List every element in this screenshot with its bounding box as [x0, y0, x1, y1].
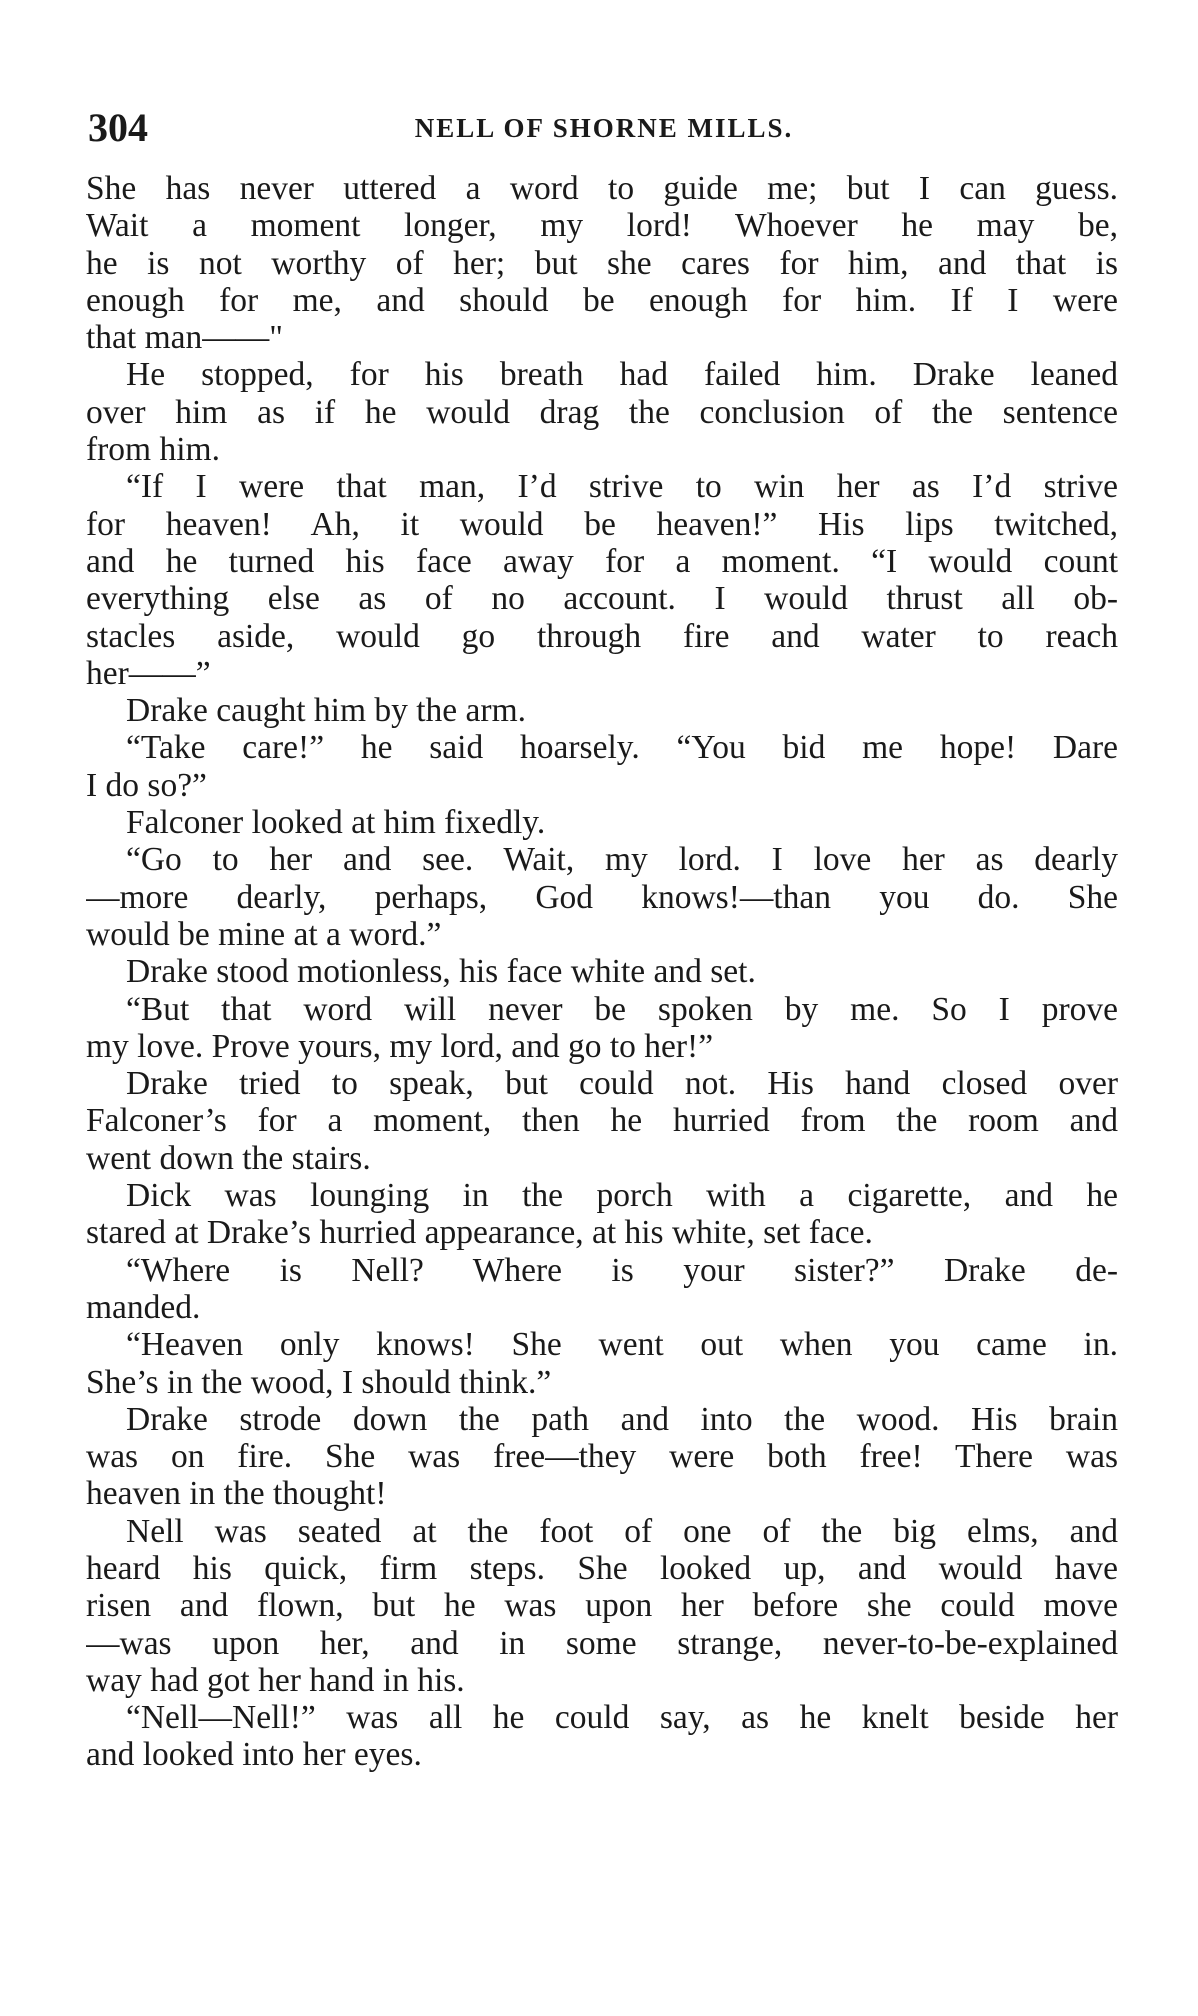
text-line: “Heaven only knows! She went out when you came in. [126, 1326, 1118, 1364]
text-line: everything else as of no account. I would thrust all ob- [86, 580, 1118, 618]
text-line: Nell was seated at the foot of one of the big elms, and [126, 1512, 1118, 1550]
text-line: “If I were that man, I’d strive to win her as I’d strive [126, 468, 1118, 506]
text-line: went down the stairs. [86, 1139, 371, 1177]
text-line: heaven in the thought! [86, 1475, 387, 1513]
text-line: was on fire. She was free—they were both free! There was [86, 1438, 1118, 1476]
text-line: Drake tried to speak, but could not. His hand closed over [126, 1065, 1118, 1103]
text-line: and he turned his face away for a moment. “I would count [86, 542, 1118, 580]
text-line: stacles aside, would go through fire and water to reach [86, 617, 1118, 655]
text-line: for heaven! Ah, it would be heaven!” His lips twitched, [86, 505, 1118, 543]
running-title: NELL OF SHORNE MILLS. [414, 113, 794, 143]
text-line: She has never uttered a word to guide me; but I can guess. [86, 170, 1118, 207]
text-line: her——” [86, 654, 211, 692]
text-line: Falconer’s for a moment, then he hurried from the room and [86, 1102, 1118, 1140]
text-line: Dick was lounging in the porch with a cigarette, and he [126, 1177, 1118, 1215]
text-line: from him. [86, 431, 220, 469]
text-line: and looked into her eyes. [86, 1736, 422, 1774]
text-line: he is not worthy of her; but she cares for him, and that is [86, 244, 1118, 282]
text-line: Drake stood motionless, his face white and set. [126, 953, 756, 991]
text-line: Wait a moment longer, my lord! Whoever he may be, [86, 207, 1118, 245]
text-line: “Where is Nell? Where is your sister?” Drake de- [126, 1251, 1118, 1289]
text-line: I do so?” [86, 766, 207, 804]
text-line: my love. Prove yours, my lord, and go to her!” [86, 1027, 714, 1065]
text-line: He stopped, for his breath had failed him. Drake leaned [126, 356, 1118, 394]
text-line: —was upon her, and in some strange, never-to-be-explained [86, 1624, 1118, 1662]
body-text [86, 170, 1118, 1774]
text-line: enough for me, and should be enough for him. If I were [86, 281, 1118, 319]
text-line: She’s in the wood, I should think.” [86, 1363, 552, 1401]
text-line: Drake strode down the path and into the wood. His brain [126, 1400, 1118, 1438]
text-line: Drake caught him by the arm. [126, 692, 527, 730]
text-line: over him as if he would drag the conclusion of the sentence [86, 393, 1118, 431]
text-line: heard his quick, firm steps. She looked up, and would have [86, 1549, 1118, 1587]
text-line: way had got her hand in his. [86, 1661, 465, 1699]
text-line: —more dearly, perhaps, God knows!—than you do. She [86, 878, 1118, 916]
text-line: “Go to her and see. Wait, my lord. I love her as dearly [126, 841, 1118, 879]
text-line: “Nell—Nell!” was all he could say, as he knelt beside her [126, 1699, 1118, 1737]
page-number: 304 [88, 105, 148, 150]
text-line: risen and flown, but he was upon her before she could move [86, 1587, 1118, 1625]
text-line: that man——" [86, 319, 283, 357]
text-line: manded. [86, 1288, 201, 1326]
text-line: “But that word will never be spoken by me. So I prove [126, 990, 1118, 1028]
text-line: stared at Drake’s hurried appearance, at his white, set face. [86, 1214, 873, 1252]
page-header [88, 103, 1120, 153]
text-line: Falconer looked at him fixedly. [126, 804, 546, 842]
text-line: would be mine at a word.” [86, 915, 442, 953]
text-line: “Take care!” he said hoarsely. “You bid me hope! Dare [126, 729, 1118, 767]
